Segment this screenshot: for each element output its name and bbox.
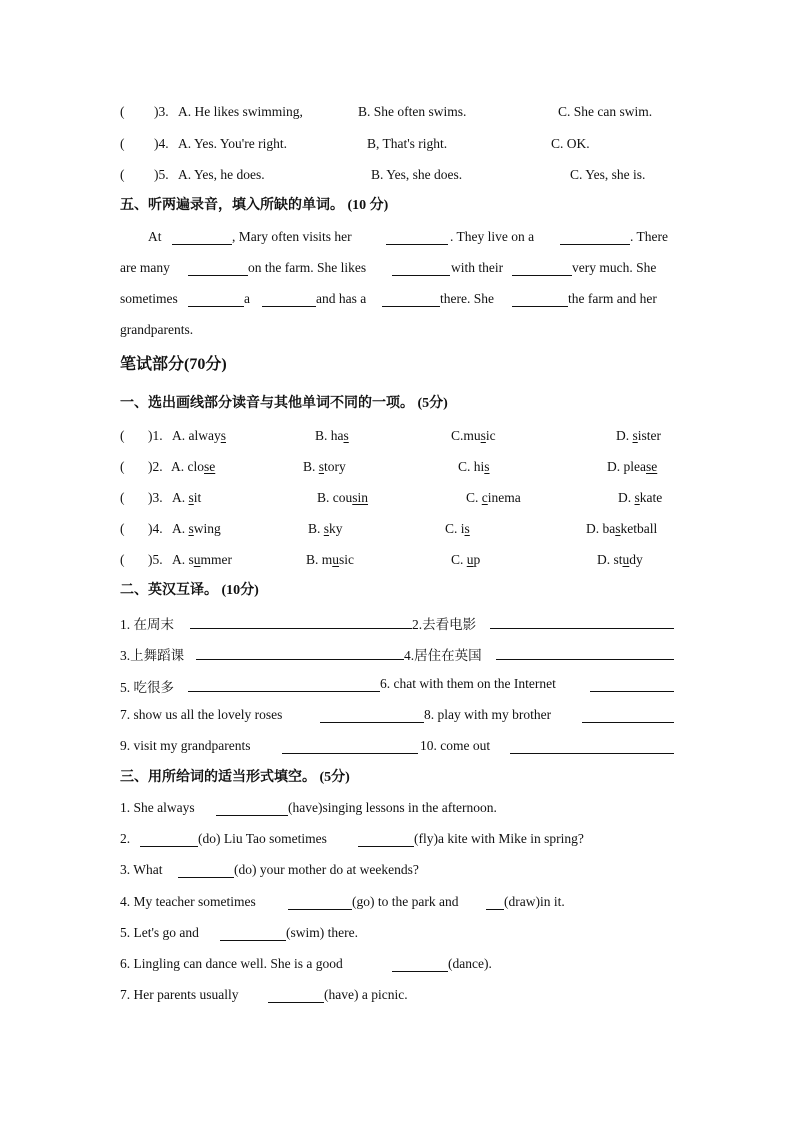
option-c xyxy=(458,458,490,476)
word-part: it xyxy=(193,490,202,505)
fill-row-5 xyxy=(120,925,676,943)
underlined-letters: u xyxy=(332,552,340,567)
fill-blank[interactable] xyxy=(216,815,288,816)
sentence-text: (do) your mother do at weekends? xyxy=(234,862,419,877)
option-b xyxy=(306,551,354,569)
fill-blank[interactable] xyxy=(268,1002,324,1003)
word-part: A. clo xyxy=(171,459,204,474)
option-c xyxy=(445,520,470,538)
word-part: D. xyxy=(618,490,635,505)
passage-text: At xyxy=(148,229,162,244)
sentence-text: (have) a picnic. xyxy=(324,987,408,1002)
fill-row-3 xyxy=(120,862,676,880)
option-d xyxy=(586,520,657,538)
fill-row-4 xyxy=(120,894,676,912)
passage-text: a xyxy=(244,291,250,306)
sentence-text: 5. Let's go and xyxy=(120,925,199,940)
word-part: dy xyxy=(629,552,643,567)
fill-row-6 xyxy=(120,956,676,974)
sentence-text: 1. She always xyxy=(120,800,195,815)
option-b xyxy=(315,427,349,445)
question-number: )5. xyxy=(148,552,163,567)
translation-prompt: 10. come out xyxy=(420,738,491,753)
fill-blank[interactable] xyxy=(188,306,244,307)
option-c: C. Yes, she is. xyxy=(570,167,646,182)
answer-line[interactable] xyxy=(282,753,418,754)
passage-text: the farm and her xyxy=(568,291,657,306)
part2-title: 二、英汉互译。 (10分) xyxy=(120,583,259,598)
option-b: B. Yes, she does. xyxy=(371,167,463,182)
sentence-text: 4. My teacher sometimes xyxy=(120,894,256,909)
question-number: )4. xyxy=(154,136,169,151)
word-part: B. xyxy=(308,521,324,536)
word-part: ic xyxy=(485,428,496,443)
fill-row-7 xyxy=(120,987,676,1005)
word-part: B. cou xyxy=(317,490,353,505)
option-b xyxy=(303,458,346,476)
answer-line[interactable] xyxy=(590,691,674,692)
part1-title: 一、选出画线部分读音与其他单词不同的一项。 (5分) xyxy=(120,396,448,411)
sentence-text: 7. Her parents usually xyxy=(120,987,239,1002)
answer-line[interactable] xyxy=(582,722,674,723)
word-part: A. s xyxy=(172,552,194,567)
passage-text: sometimes xyxy=(120,291,178,306)
word-part: ky xyxy=(329,521,343,536)
word-part: C. hi xyxy=(458,459,485,474)
word-part: B. m xyxy=(306,552,333,567)
fill-blank[interactable] xyxy=(486,909,504,910)
word-part: kate xyxy=(639,490,663,505)
section5-line-1 xyxy=(120,229,676,247)
option-b: B. She often swims. xyxy=(358,104,467,119)
passage-text: and has a xyxy=(316,291,367,306)
underlined-letters: s xyxy=(343,428,349,443)
passage-text: . They live on a xyxy=(450,229,535,244)
passage-text: on the farm. She likes xyxy=(248,260,367,275)
fill-row-2 xyxy=(120,831,676,849)
option-d xyxy=(607,458,657,476)
option-d xyxy=(597,551,643,569)
translation-row-1 xyxy=(120,613,676,631)
option-a xyxy=(172,489,201,507)
translation-row-3 xyxy=(120,676,676,694)
answer-paren[interactable]: ( xyxy=(120,490,125,505)
translation-prompt: 7. show us all the lovely roses xyxy=(120,707,283,722)
underlined-letters: s xyxy=(323,521,330,536)
fill-blank[interactable] xyxy=(392,275,450,276)
section5-line-2 xyxy=(120,260,676,278)
word-part: p xyxy=(473,552,481,567)
passage-text: very much. She xyxy=(572,260,657,275)
fill-blank[interactable] xyxy=(358,846,414,847)
question-number: )2. xyxy=(148,459,163,474)
sentence-text: (go) to the park and xyxy=(352,894,459,909)
translation-row-4 xyxy=(120,707,676,725)
fill-blank[interactable] xyxy=(512,275,572,276)
underlined-letters: s xyxy=(480,428,486,443)
translation-prompt: 4.居住在英国 xyxy=(404,648,482,663)
fill-blank[interactable] xyxy=(188,275,248,276)
translation-row-2 xyxy=(120,644,676,662)
written-part-title: 笔试部分(70分) xyxy=(120,356,227,373)
word-part: C. xyxy=(466,490,482,505)
option-c xyxy=(451,551,480,569)
word-part: inema xyxy=(487,490,521,505)
option-d xyxy=(616,427,661,445)
question-number: )3. xyxy=(148,490,163,505)
answer-paren: ( xyxy=(120,104,125,119)
option-b: B, That's right. xyxy=(367,136,448,151)
translation-prompt: 5. 吃很多 xyxy=(120,680,174,695)
underlined-letters: s xyxy=(464,521,470,536)
answer-line[interactable] xyxy=(496,659,674,660)
sentence-text: (swim) there. xyxy=(286,925,358,940)
answer-paren[interactable]: ( xyxy=(120,428,125,443)
option-c: C. OK. xyxy=(551,136,590,151)
question-number: )3. xyxy=(154,104,169,119)
answer-line[interactable] xyxy=(196,659,404,660)
translation-prompt: 6. chat with them on the Internet xyxy=(380,676,556,691)
answer-paren: ( xyxy=(120,136,125,151)
underlined-letters: s xyxy=(615,521,621,536)
underlined-letters: s xyxy=(188,490,194,505)
answer-paren[interactable]: ( xyxy=(120,459,125,474)
passage-text: , Mary often visits her xyxy=(232,229,352,244)
passage-text: there. She xyxy=(440,291,494,306)
part3-title: 三、用所给词的适当形式填空。 (5分) xyxy=(120,770,350,785)
translation-prompt: 8. play with my brother xyxy=(424,707,552,722)
question-number: )5. xyxy=(154,167,169,182)
option-a xyxy=(172,520,221,538)
answer-paren[interactable]: ( xyxy=(120,552,125,567)
option-a: A. He likes swimming, xyxy=(178,104,303,119)
option-b xyxy=(308,520,343,538)
fill-blank[interactable] xyxy=(178,877,234,878)
passage-text: with their xyxy=(451,260,504,275)
fill-blank[interactable] xyxy=(386,244,448,245)
sentence-text: 3. What xyxy=(120,862,163,877)
underlined-letters: s xyxy=(634,490,640,505)
fill-row-1 xyxy=(120,800,676,818)
underlined-letters: u xyxy=(193,552,201,567)
underlined-letters: s xyxy=(632,428,638,443)
word-part: D. ba xyxy=(586,521,616,536)
word-part: ketball xyxy=(620,521,658,536)
fill-blank[interactable] xyxy=(140,846,198,847)
option-a xyxy=(172,551,232,569)
word-part: D. plea xyxy=(607,459,646,474)
underlined-letters: s xyxy=(318,459,325,474)
option-c xyxy=(466,489,521,507)
option-a: A. Yes, he does. xyxy=(178,167,265,182)
option-d xyxy=(618,489,662,507)
sentence-text: 2. xyxy=(120,831,131,846)
sentence-text: (dance). xyxy=(448,956,492,971)
section5-title: 五、听两遍录音，填入所缺的单词。 (10 分) xyxy=(120,198,389,213)
underlined-letters: se xyxy=(645,459,658,474)
section5-line-4 xyxy=(120,322,676,340)
question-number: )4. xyxy=(148,521,163,536)
sentence-text: (draw)in it. xyxy=(504,894,565,909)
underlined-letters: u xyxy=(622,552,630,567)
passage-text: are many xyxy=(120,260,170,275)
word-part: A. xyxy=(172,521,189,536)
fill-blank[interactable] xyxy=(382,306,440,307)
word-part: C. xyxy=(451,552,467,567)
translation-prompt: 2.去看电影 xyxy=(412,617,477,632)
word-part: tory xyxy=(324,459,346,474)
underlined-letters: sin xyxy=(352,490,369,505)
fill-blank[interactable] xyxy=(392,971,448,972)
word-part: wing xyxy=(193,521,221,536)
word-part: C.mu xyxy=(451,428,481,443)
sentence-text: (have)singing lessons in the afternoon. xyxy=(288,800,497,815)
question-number: )1. xyxy=(148,428,163,443)
answer-line[interactable] xyxy=(190,628,412,629)
translation-row-5 xyxy=(120,738,676,756)
fill-blank[interactable] xyxy=(220,940,286,941)
underlined-letters: se xyxy=(204,459,216,474)
underlined-letters: s xyxy=(220,428,226,443)
word-part: D. xyxy=(616,428,633,443)
word-part: A. xyxy=(172,490,189,505)
translation-prompt: 9. visit my grandparents xyxy=(120,738,251,753)
word-part: sic xyxy=(339,552,355,567)
option-a xyxy=(171,458,215,476)
fill-blank[interactable] xyxy=(560,244,630,245)
word-part: B. xyxy=(303,459,319,474)
answer-line[interactable] xyxy=(320,722,424,723)
underlined-letters: s xyxy=(188,521,194,536)
sentence-text: 6. Lingling can dance well. She is a good xyxy=(120,956,343,971)
answer-paren[interactable]: ( xyxy=(120,521,125,536)
underlined-letters: u xyxy=(466,552,474,567)
fill-blank[interactable] xyxy=(262,306,316,307)
answer-line[interactable] xyxy=(510,753,674,754)
option-a xyxy=(172,427,226,445)
option-b xyxy=(317,489,368,507)
fill-blank[interactable] xyxy=(512,306,568,307)
word-part: B. ha xyxy=(315,428,344,443)
fill-blank[interactable] xyxy=(288,909,352,910)
sentence-text: (fly)a kite with Mike in spring? xyxy=(414,831,584,846)
word-part: mmer xyxy=(200,552,233,567)
underlined-letters: c xyxy=(481,490,488,505)
answer-paren: ( xyxy=(120,167,125,182)
passage-text: grandparents. xyxy=(120,322,194,337)
word-part: ister xyxy=(637,428,662,443)
translation-prompt: 3.上舞蹈课 xyxy=(120,648,185,663)
answer-line[interactable] xyxy=(490,628,674,629)
option-c: C. She can swim. xyxy=(558,104,653,119)
fill-blank[interactable] xyxy=(172,244,232,245)
underlined-letters: s xyxy=(484,459,490,474)
word-part: D. st xyxy=(597,552,623,567)
translation-prompt: 1. 在周末 xyxy=(120,617,174,632)
passage-text: . There xyxy=(630,229,668,244)
word-part: A. alway xyxy=(172,428,221,443)
sentence-text: (do) Liu Tao sometimes xyxy=(198,831,327,846)
section5-line-3 xyxy=(120,291,676,309)
word-part: C. i xyxy=(445,521,465,536)
option-c xyxy=(451,427,496,445)
answer-line[interactable] xyxy=(188,691,380,692)
option-a: A. Yes. You're right. xyxy=(178,136,287,151)
